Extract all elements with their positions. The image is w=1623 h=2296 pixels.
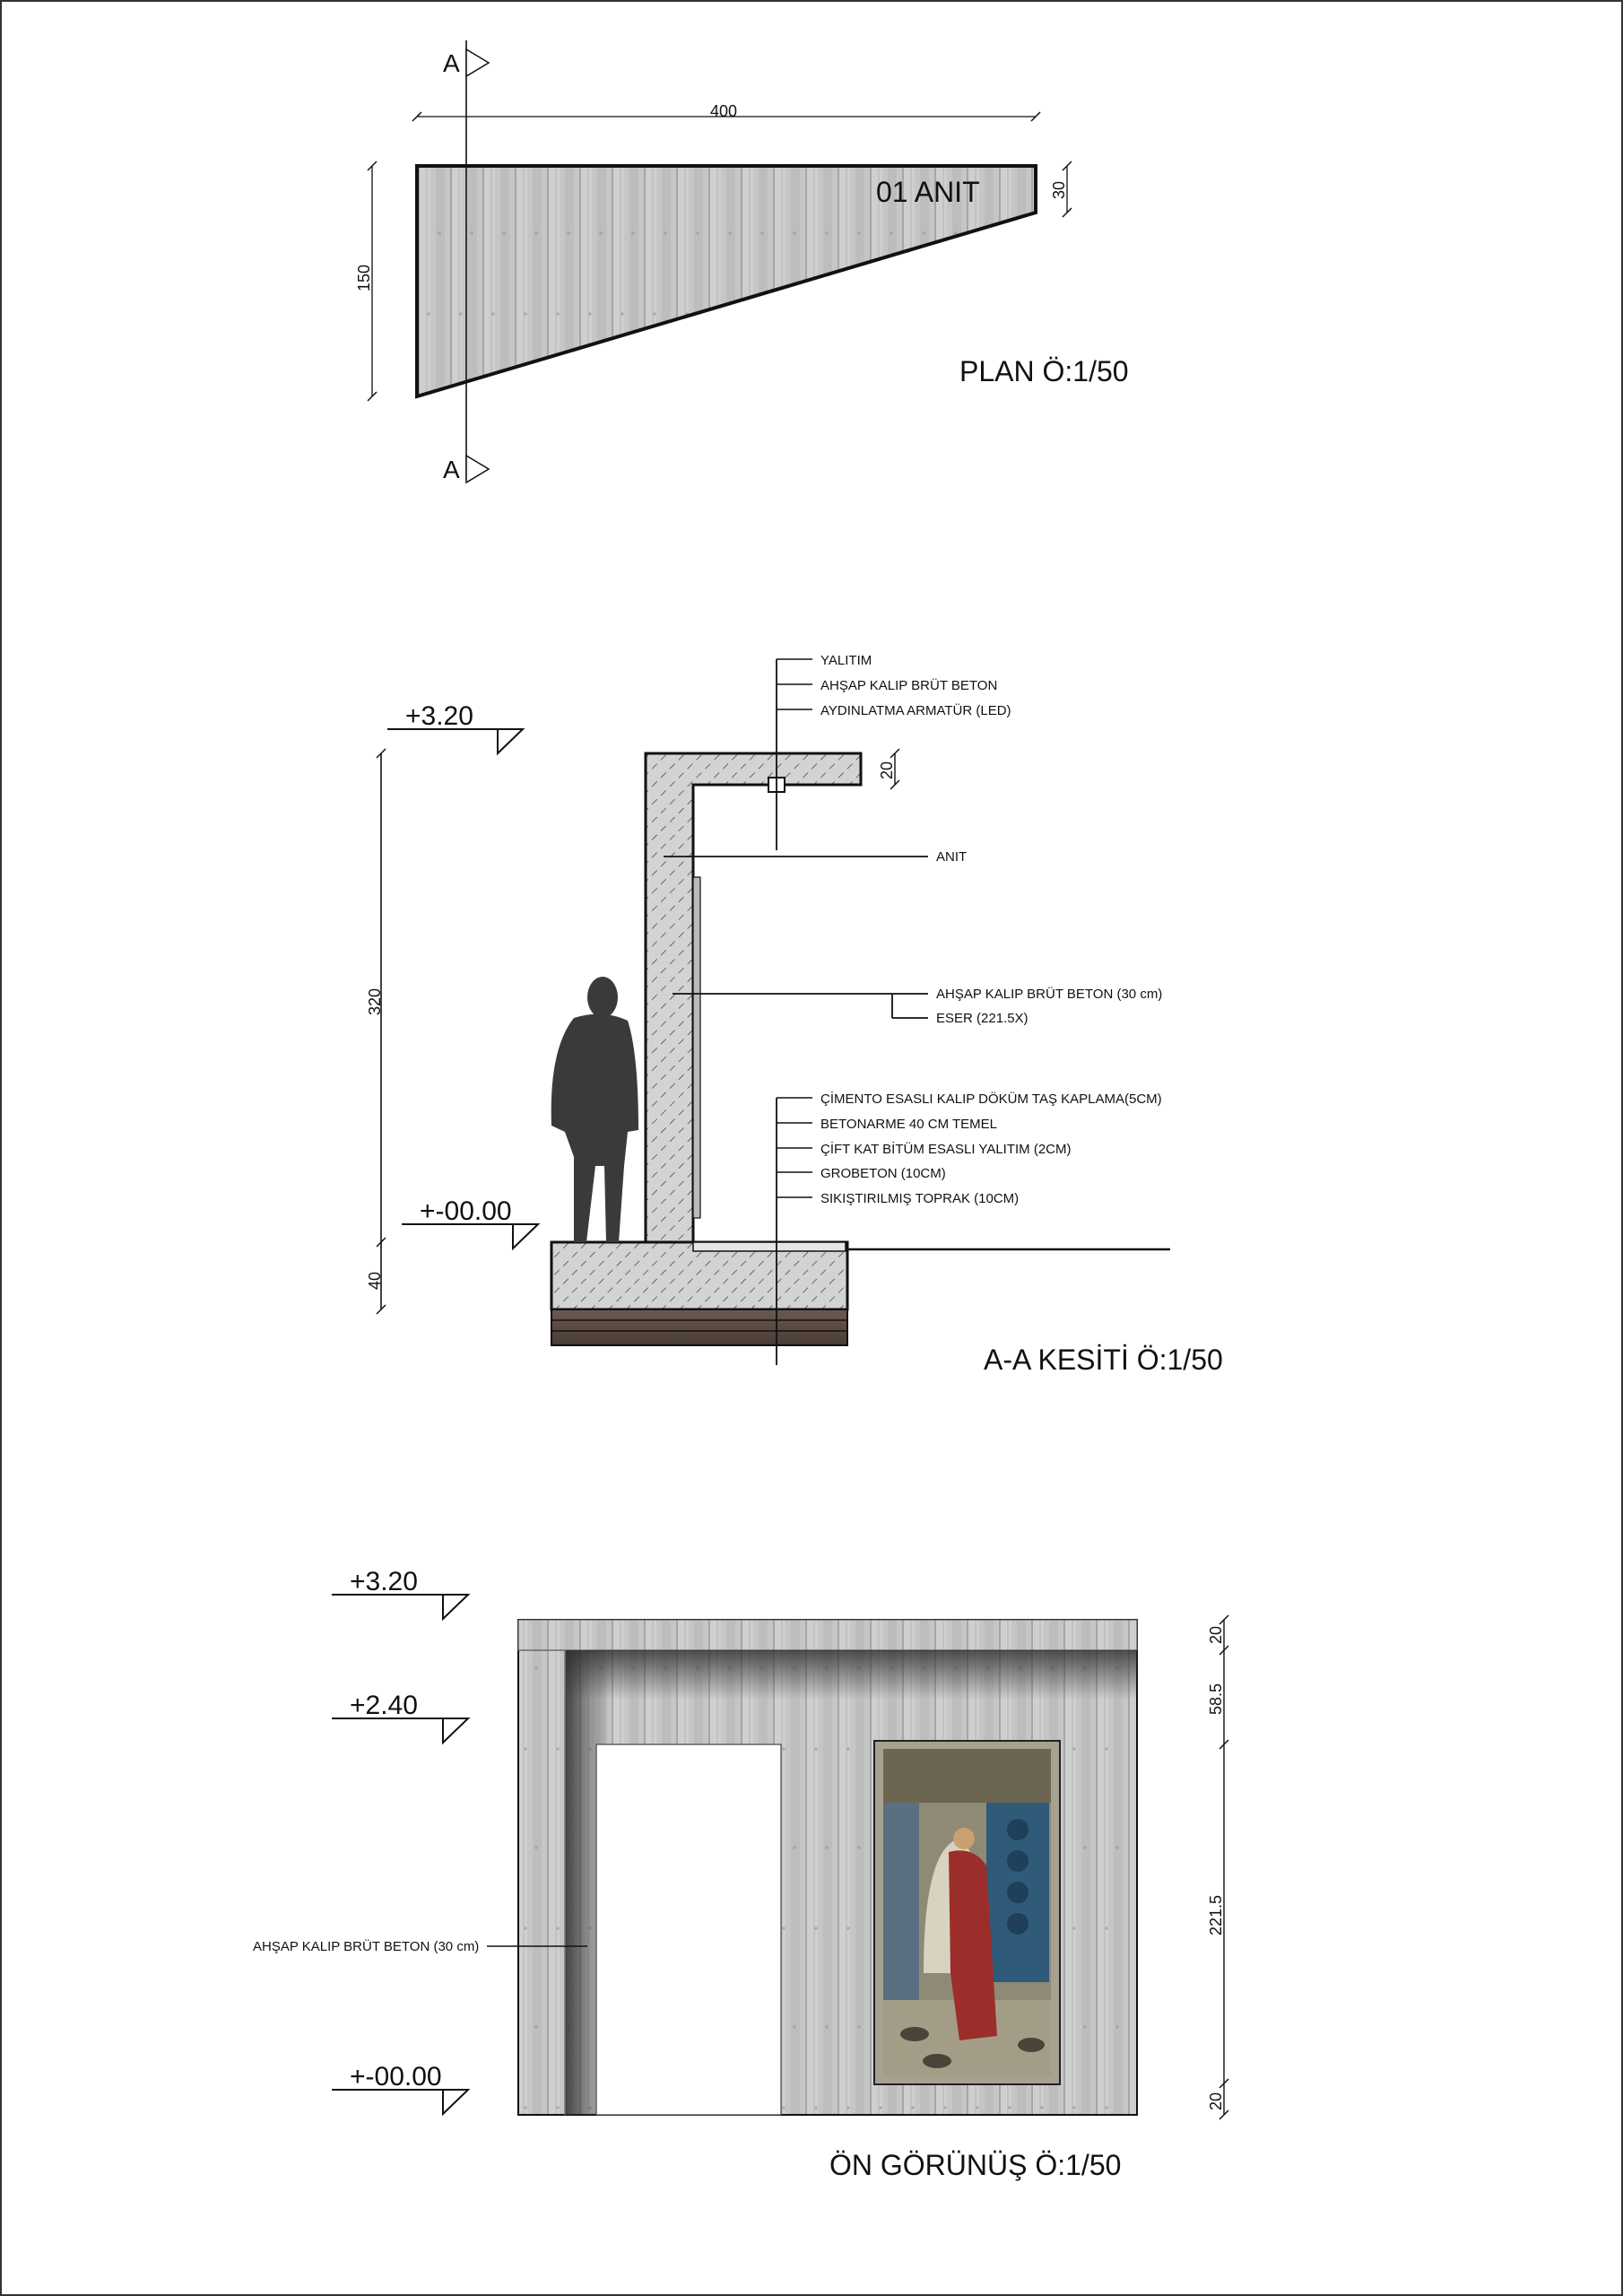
section-level-top: +3.20 — [405, 701, 473, 731]
section-dim-height: 320 — [366, 987, 384, 1015]
section-title: A-A KESİTİ Ö:1/50 — [984, 1344, 1223, 1376]
level-marker — [443, 1595, 468, 1619]
section-dim-foundation: 40 — [366, 1271, 384, 1290]
elevation-title: ÖN GÖRÜNÜŞ Ö:1/50 — [829, 2149, 1122, 2181]
elevation-level-mid: +2.40 — [350, 1691, 418, 1720]
elevation-dim-58: 58.5 — [1207, 1683, 1225, 1715]
elevation-dim-221: 221.5 — [1207, 1894, 1225, 1935]
human-silhouette — [551, 977, 638, 1242]
section-foundation — [551, 1242, 847, 1309]
callout-ahsap-kalip: AHŞAP KALIP BRÜT BETON — [820, 678, 998, 693]
plan-label: 01 ANIT — [876, 176, 980, 208]
plan-dim-width: 400 — [710, 102, 738, 120]
elevation-level-top: +3.20 — [350, 1567, 418, 1596]
level-marker — [443, 2090, 468, 2114]
elevation-view — [253, 1567, 1228, 2181]
elevation-opening — [596, 1744, 781, 2115]
callout-anit: ANIT — [936, 849, 968, 865]
section-mark-bottom: A — [443, 456, 460, 483]
shadow-top — [565, 1650, 1137, 1700]
section-level-ground: +-00.00 — [420, 1196, 512, 1226]
level-marker — [443, 1718, 468, 1743]
callout-cimento: ÇİMENTO ESASLI KALIP DÖKÜM TAŞ KAPLAMA(5CM) — [820, 1091, 1162, 1107]
callout-betonarme: BETONARME 40 CM TEMEL — [820, 1117, 997, 1132]
callout-ahsap-30cm: AHŞAP KALIP BRÜT BETON (30 cm) — [936, 987, 1163, 1002]
callout-yalitim: YALITIM — [820, 653, 872, 668]
plan-dim-right: 30 — [1050, 180, 1068, 199]
elevation-callout: AHŞAP KALIP BRÜT BETON (30 cm) — [253, 1939, 480, 1954]
section-view — [366, 653, 1223, 1376]
section-arrow-bottom — [466, 456, 489, 483]
section-earth-layer — [551, 1309, 847, 1345]
level-marker — [513, 1224, 538, 1248]
callout-toprak: SIKIŞTIRILMIŞ TOPRAK (10CM) — [820, 1191, 1020, 1206]
section-dim-slab: 20 — [878, 761, 896, 779]
plan-view — [355, 40, 1129, 483]
section-mark-top: A — [443, 49, 460, 77]
plan-dim-left: 150 — [355, 264, 373, 291]
elevation-dim-bottom: 20 — [1207, 2092, 1225, 2110]
section-artwork-panel — [693, 877, 700, 1218]
callout-bitum: ÇİFT KAT BİTÜM ESASLI YALITIM (2CM) — [820, 1142, 1072, 1157]
callout-eser: ESER (221.5X) — [936, 1011, 1028, 1026]
section-paving — [693, 1242, 846, 1251]
level-marker — [498, 729, 523, 753]
elevation-level-ground: +-00.00 — [350, 2062, 442, 2092]
section-arrow-top — [466, 49, 489, 76]
callout-grobeton: GROBETON (10CM) — [820, 1166, 946, 1181]
callout-aydinlatma: AYDINLATMA ARMATÜR (LED) — [820, 703, 1011, 718]
artwork-painting — [874, 1741, 1060, 2084]
elevation-dim-top: 20 — [1207, 1625, 1225, 1644]
elevation-top-band — [518, 1620, 1137, 1650]
plan-title: PLAN Ö:1/50 — [959, 355, 1129, 387]
